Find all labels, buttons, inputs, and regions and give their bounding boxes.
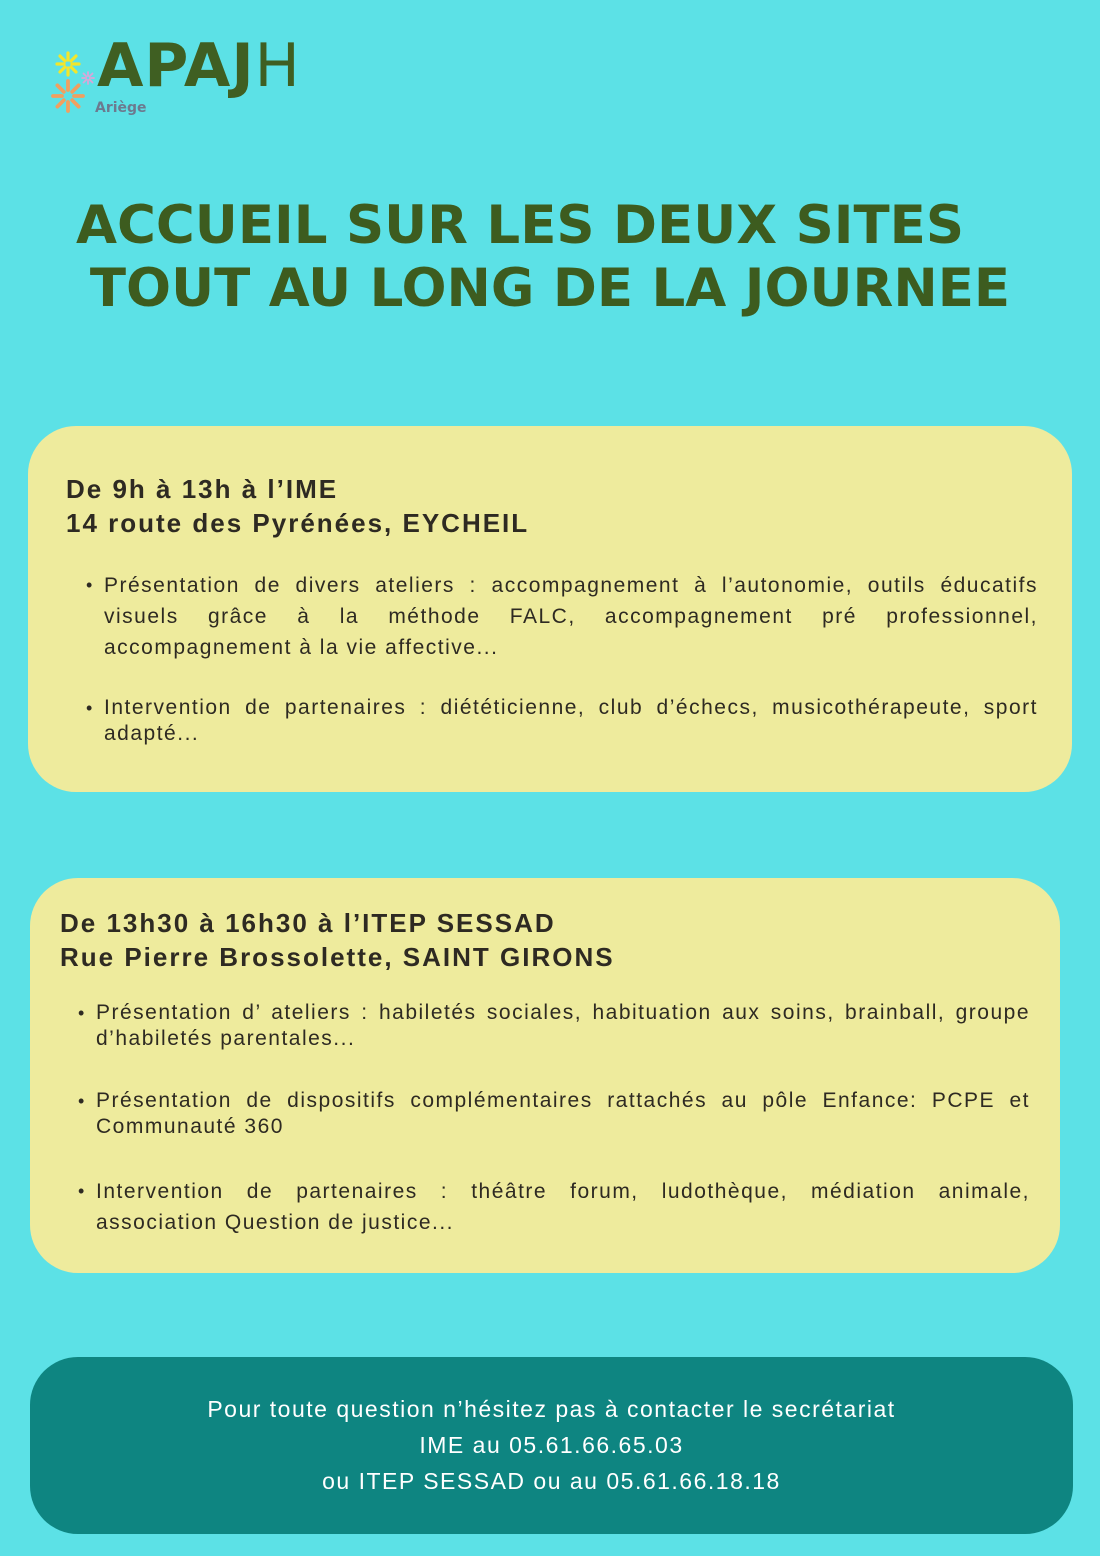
contact-phone-itep-sessad: ou ITEP SESSAD ou au 05.61.66.18.18: [322, 1468, 781, 1494]
activity-list: [76, 1000, 1030, 1274]
logo-subtitle: Ariège: [95, 100, 147, 116]
site-schedule: De 13h30 à 16h30 à l’ITEP SESSAD: [60, 908, 556, 938]
site-heading: [66, 472, 529, 540]
list-item: [76, 1176, 1030, 1238]
apajh-logo: [50, 31, 310, 122]
contact-box: [30, 1357, 1073, 1534]
site-heading: [60, 906, 615, 974]
bullet-icon: •: [86, 575, 94, 595]
site-address: Rue Pierre Brossolette, SAINT GIRONS: [60, 942, 615, 972]
contact-intro: Pour toute question n’hésitez pas à contacter le secrétariat: [207, 1396, 896, 1422]
bullet-icon: •: [78, 1181, 86, 1201]
site-address: 14 route des Pyrénées, EYCHEIL: [66, 508, 530, 538]
page-title: [0, 194, 1100, 320]
list-item-text: Intervention de partenaires : diététicienne, club d’échecs, musicothérapeute, sport adapté...: [104, 696, 1038, 745]
list-item: [84, 695, 1038, 747]
site-card-itep-sessad: [30, 878, 1060, 1273]
list-item: [76, 1000, 1030, 1052]
flower-icon: [50, 46, 98, 116]
bullet-icon: •: [78, 1091, 86, 1111]
activity-list: [84, 570, 1038, 747]
logo-wordmark-bold: APAJ: [97, 31, 255, 101]
page-title-line-2: TOUT AU LONG DE LA JOURNEE: [89, 258, 1011, 319]
contact-phone-ime: IME au 05.61.66.65.03: [419, 1432, 684, 1458]
list-item: [76, 1088, 1030, 1140]
site-schedule: De 9h à 13h à l’IME: [66, 474, 339, 504]
list-item-text: Intervention de partenaires : théâtre forum, ludothèque, médiation animale, association Question de justice...: [96, 1180, 1030, 1234]
logo-wordmark-light: H: [254, 31, 301, 101]
list-item: [84, 570, 1038, 663]
logo-wordmark: [97, 31, 301, 101]
list-item-text: Présentation de divers ateliers : accompagnement à l’autonomie, outils éducatifs visuels grâce à la méthode FALC, accompagnement pré professionnel, accompagnement à la vie affective...: [104, 574, 1038, 659]
bullet-icon: •: [86, 698, 94, 718]
list-item-text: Présentation d’ ateliers : habiletés sociales, habituation aux soins, brainball, groupe d’habiletés parentales...: [96, 1001, 1030, 1050]
list-item-text: Présentation de dispositifs complémentaires rattachés au pôle Enfance: PCPE et Communauté 360: [96, 1089, 1030, 1138]
site-card-ime: [28, 426, 1072, 792]
page-title-line-1: ACCUEIL SUR LES DEUX SITES: [75, 195, 965, 256]
bullet-icon: •: [78, 1003, 86, 1023]
